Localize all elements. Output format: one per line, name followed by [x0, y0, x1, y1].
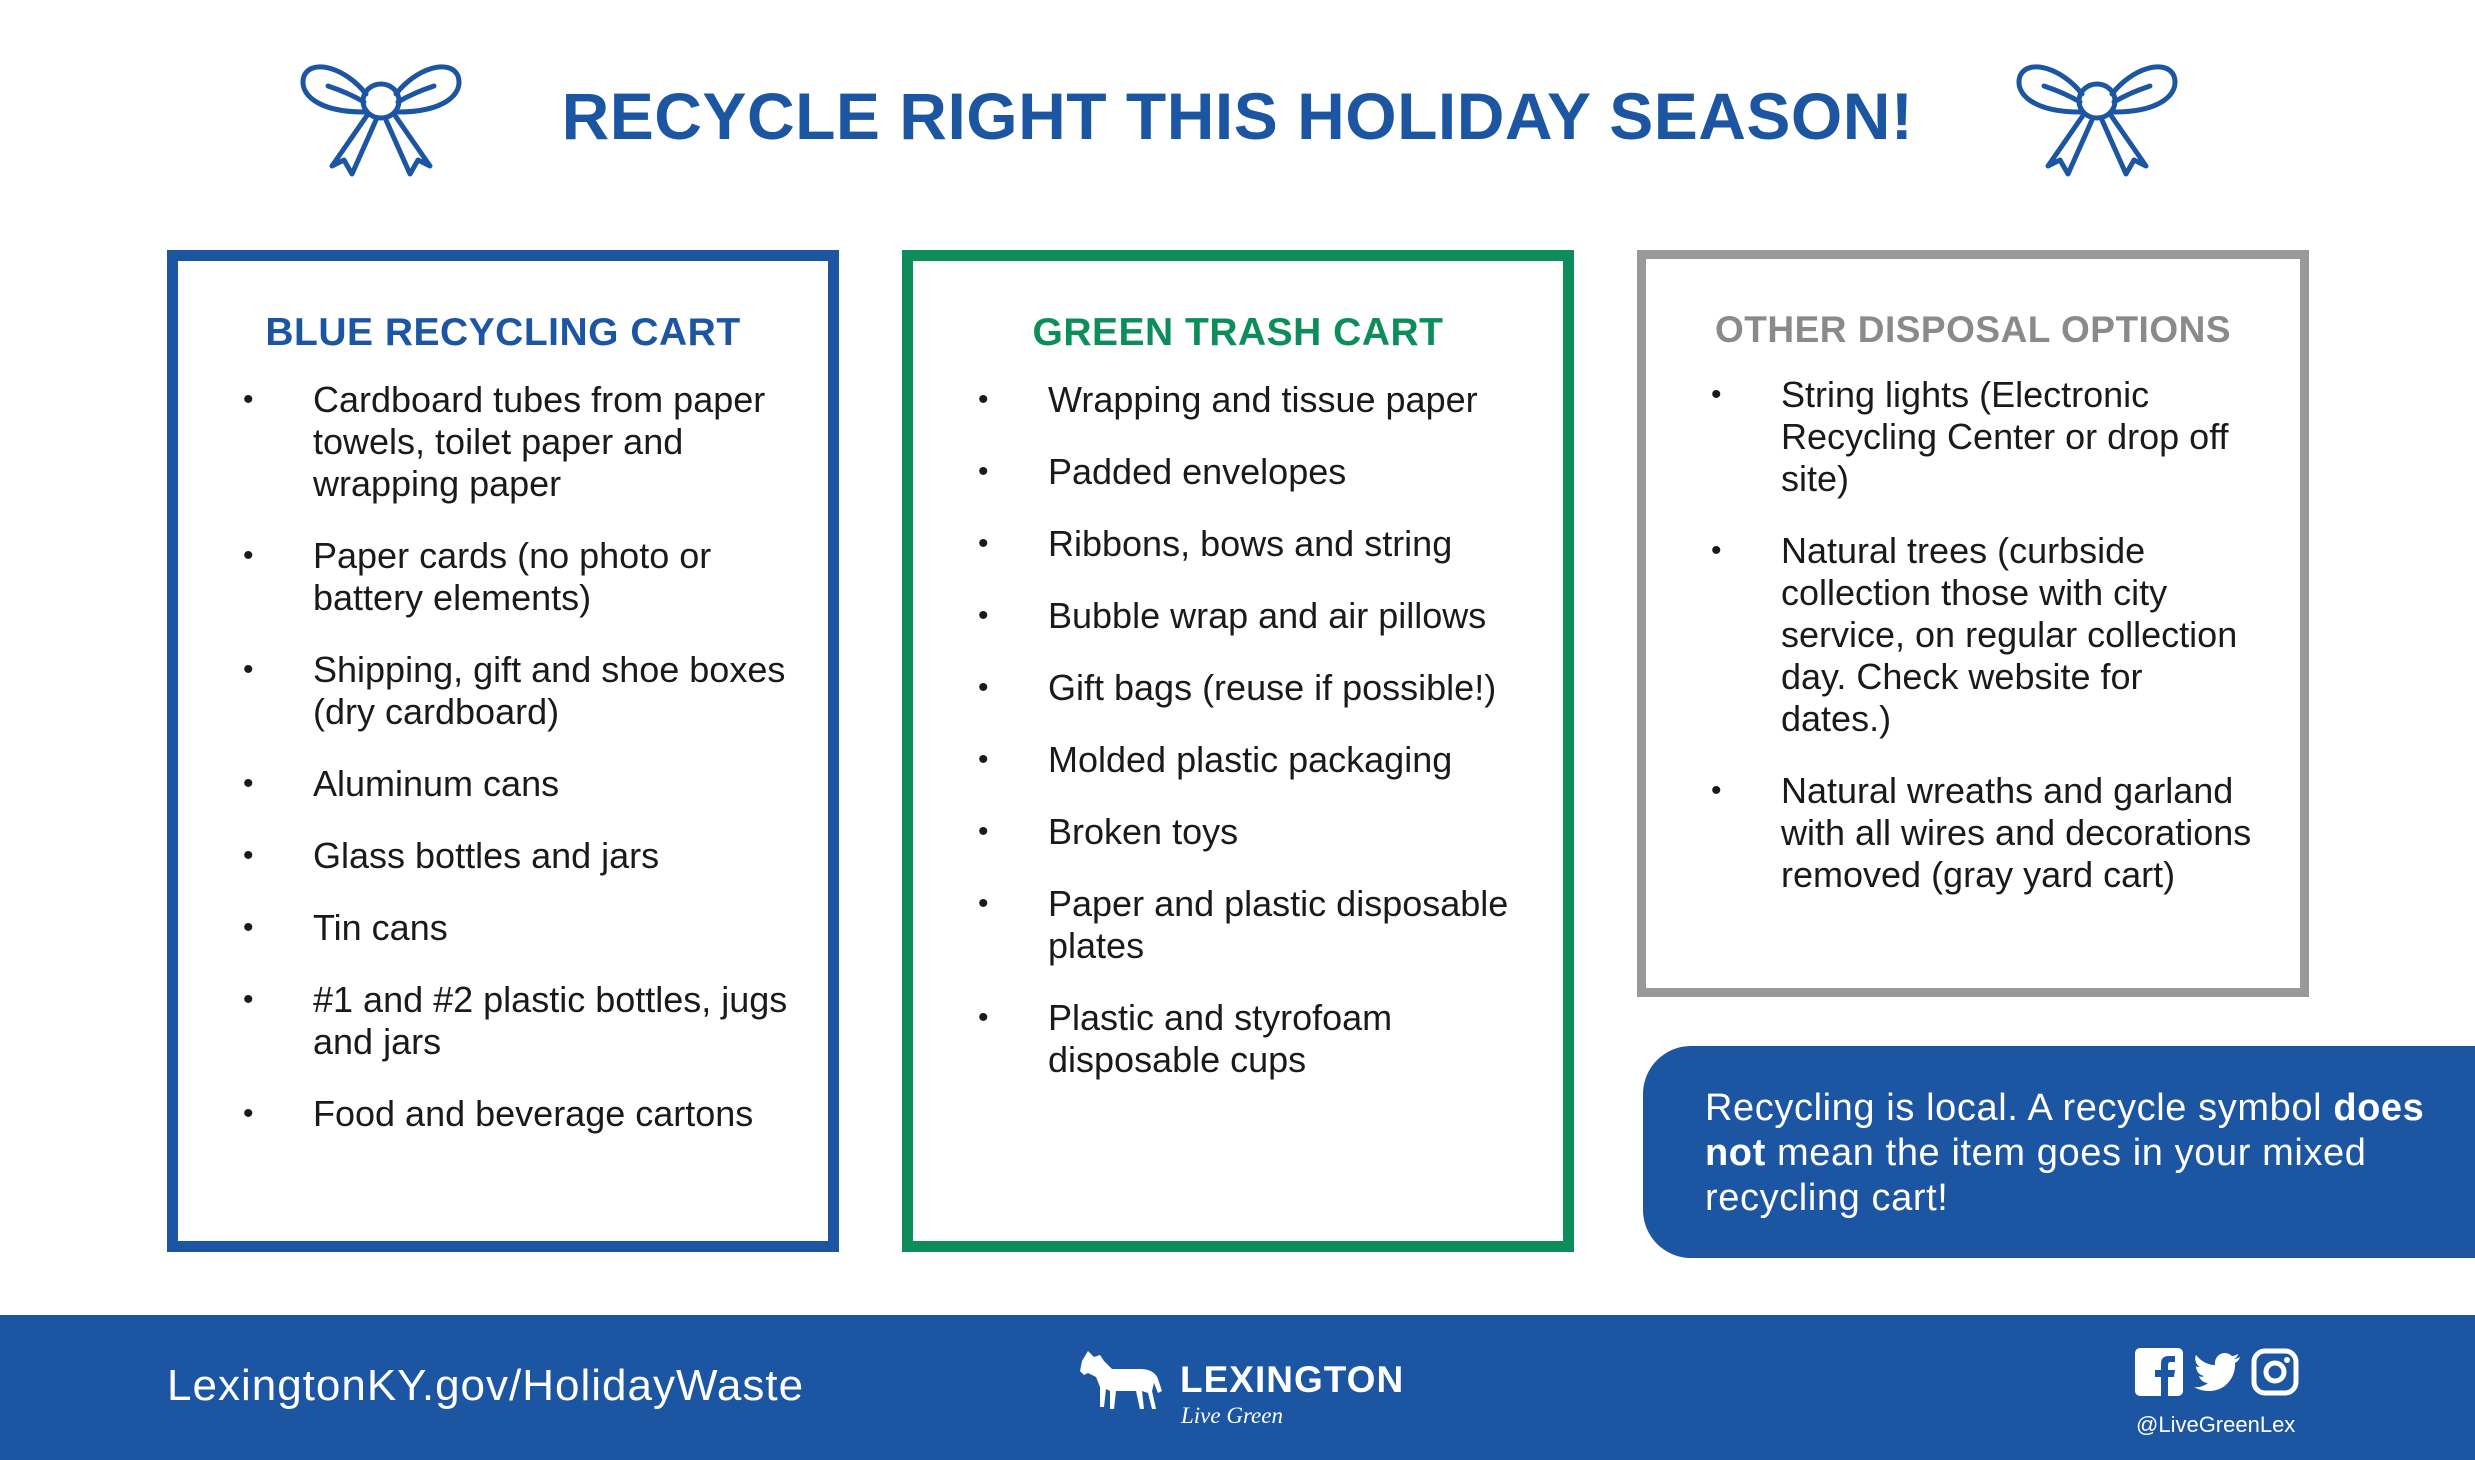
horse-logo-icon [1078, 1347, 1164, 1421]
card-title: GREEN TRASH CART [1032, 311, 1444, 354]
list-item: • String lights (Electronic Recycling Center or drop off site) [1711, 374, 2229, 499]
twitter-icon[interactable] [2192, 1347, 2242, 1397]
item-list [178, 379, 828, 1165]
list-item: • Paper and plastic disposable plates [978, 883, 1509, 966]
list-item: • Food and beverage cartons [243, 1093, 754, 1134]
list-item: • Plastic and styrofoam disposable cups [978, 997, 1393, 1080]
recycling-note: Recycling is local. A recycle symbol does not mean the item goes in your mixed recycling cart! [1643, 1046, 2475, 1258]
bow-icon [298, 56, 464, 181]
list-item: • Cardboard tubes from paper towels, toilet paper and wrapping paper [243, 379, 766, 504]
list-item: • #1 and #2 plastic bottles, jugs and jars [243, 979, 788, 1062]
footer [0, 1315, 2475, 1460]
list-item: • Bubble wrap and air pillows [978, 595, 1487, 636]
page-title: RECYCLE RIGHT THIS HOLIDAY SEASON! [561, 79, 1914, 153]
card-title: BLUE RECYCLING CART [265, 311, 741, 354]
instagram-icon[interactable] [2250, 1347, 2300, 1397]
list-item: • Aluminum cans [243, 763, 560, 804]
list-item: • Wrapping and tissue paper [978, 379, 1478, 420]
lexington-logo [1078, 1347, 1418, 1437]
blue-recycling-cart-card [167, 250, 839, 1252]
list-item: • Natural trees (curbside collection those with city service, on regular collection day. Check website for dates.) [1711, 530, 2238, 739]
social-handle: @LiveGreenLex [2136, 1412, 2296, 1437]
list-item: • Gift bags (reuse if possible!) [978, 667, 1497, 708]
facebook-icon[interactable] [2134, 1347, 2184, 1397]
list-item: • Padded envelopes [978, 451, 1347, 492]
logo-tagline: Live Green [1181, 1403, 1283, 1428]
item-list [913, 379, 1563, 1111]
list-item: • Tin cans [243, 907, 448, 948]
list-item: • Shipping, gift and shoe boxes (dry cardboard) [243, 649, 786, 732]
list-item: • Glass bottles and jars [243, 835, 660, 876]
note-emphasis: does not [1705, 1087, 2425, 1174]
bow-icon [2014, 56, 2180, 181]
website-link[interactable]: LexingtonKY.gov/HolidayWaste [167, 1361, 805, 1410]
social-links [2134, 1347, 2314, 1447]
green-trash-cart-card [902, 250, 1574, 1252]
item-list [1646, 374, 2300, 926]
card-title: OTHER DISPOSAL OPTIONS [1714, 309, 2232, 350]
other-disposal-options-card [1637, 250, 2309, 997]
list-item: • Paper cards (no photo or battery elements) [243, 535, 712, 618]
list-item: • Natural wreaths and garland with all wires and decorations removed (gray yard cart) [1711, 770, 2252, 895]
list-item: • Ribbons, bows and string [978, 523, 1453, 564]
logo-name: LEXINGTON [1180, 1359, 1405, 1400]
list-item: • Molded plastic packaging [978, 739, 1453, 780]
list-item: • Broken toys [978, 811, 1239, 852]
